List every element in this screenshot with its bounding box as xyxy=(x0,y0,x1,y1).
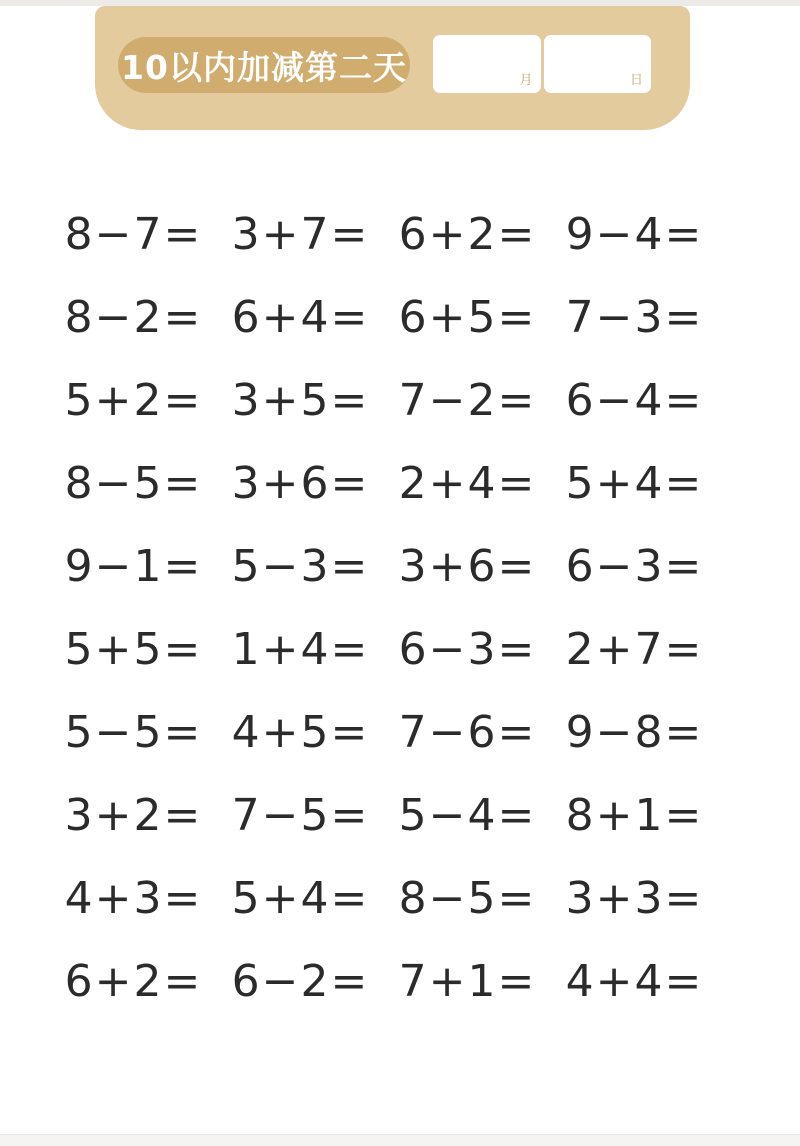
math-problem: 6−3= xyxy=(565,541,704,592)
day-field xyxy=(544,35,652,93)
math-problem: 3+5= xyxy=(231,375,370,426)
problem-row xyxy=(50,774,718,857)
math-problem: 7−3= xyxy=(565,292,704,343)
month-label: 月 xyxy=(519,73,533,88)
math-problem: 6+4= xyxy=(231,292,370,343)
math-problem: 1+4= xyxy=(231,624,370,675)
problem-row xyxy=(50,525,718,608)
math-problem: 9−4= xyxy=(565,209,704,260)
math-problem: 8−5= xyxy=(64,458,203,509)
problem-row xyxy=(50,442,718,525)
math-problem: 4+4= xyxy=(565,956,704,1007)
month-field xyxy=(433,35,541,93)
problem-row xyxy=(50,608,718,691)
math-problem: 5−3= xyxy=(231,541,370,592)
math-problem: 3+6= xyxy=(398,541,537,592)
math-problem: 6+5= xyxy=(398,292,537,343)
problem-grid xyxy=(50,193,718,1023)
math-problem: 2+4= xyxy=(398,458,537,509)
math-problem: 3+3= xyxy=(565,873,704,924)
problem-row xyxy=(50,691,718,774)
math-problem: 5+4= xyxy=(231,873,370,924)
math-problem: 9−1= xyxy=(64,541,203,592)
math-problem: 8−7= xyxy=(64,209,203,260)
problem-row xyxy=(50,193,718,276)
problem-row xyxy=(50,857,718,940)
math-problem: 6−3= xyxy=(398,624,537,675)
math-problem: 5+2= xyxy=(64,375,203,426)
title-pill xyxy=(118,37,410,93)
math-problem: 7−2= xyxy=(398,375,537,426)
header-banner xyxy=(95,6,690,130)
math-problem: 4+3= xyxy=(64,873,203,924)
math-problem: 6+2= xyxy=(398,209,537,260)
math-problem: 8+1= xyxy=(565,790,704,841)
worksheet-title: 10以内加减第二天 xyxy=(121,47,407,87)
math-problem: 5−5= xyxy=(64,707,203,758)
problem-row xyxy=(50,276,718,359)
math-problem: 3+7= xyxy=(231,209,370,260)
math-problem: 5+5= xyxy=(64,624,203,675)
math-problem: 7−5= xyxy=(231,790,370,841)
math-problem: 8−5= xyxy=(398,873,537,924)
math-problem: 5−4= xyxy=(398,790,537,841)
math-problem: 7−6= xyxy=(398,707,537,758)
math-problem: 7+1= xyxy=(398,956,537,1007)
date-fields xyxy=(433,35,651,93)
problem-row xyxy=(50,359,718,442)
math-problem: 2+7= xyxy=(565,624,704,675)
math-problem: 3+2= xyxy=(64,790,203,841)
math-problem: 6−4= xyxy=(565,375,704,426)
math-problem: 6−2= xyxy=(231,956,370,1007)
math-problem: 5+4= xyxy=(565,458,704,509)
math-problem: 8−2= xyxy=(64,292,203,343)
math-problem: 6+2= xyxy=(64,956,203,1007)
day-label: 日 xyxy=(629,73,643,88)
math-problem: 4+5= xyxy=(231,707,370,758)
problem-row xyxy=(50,940,718,1023)
math-problem: 9−8= xyxy=(565,707,704,758)
math-problem: 3+6= xyxy=(231,458,370,509)
bottom-edge-strip xyxy=(0,1134,800,1146)
